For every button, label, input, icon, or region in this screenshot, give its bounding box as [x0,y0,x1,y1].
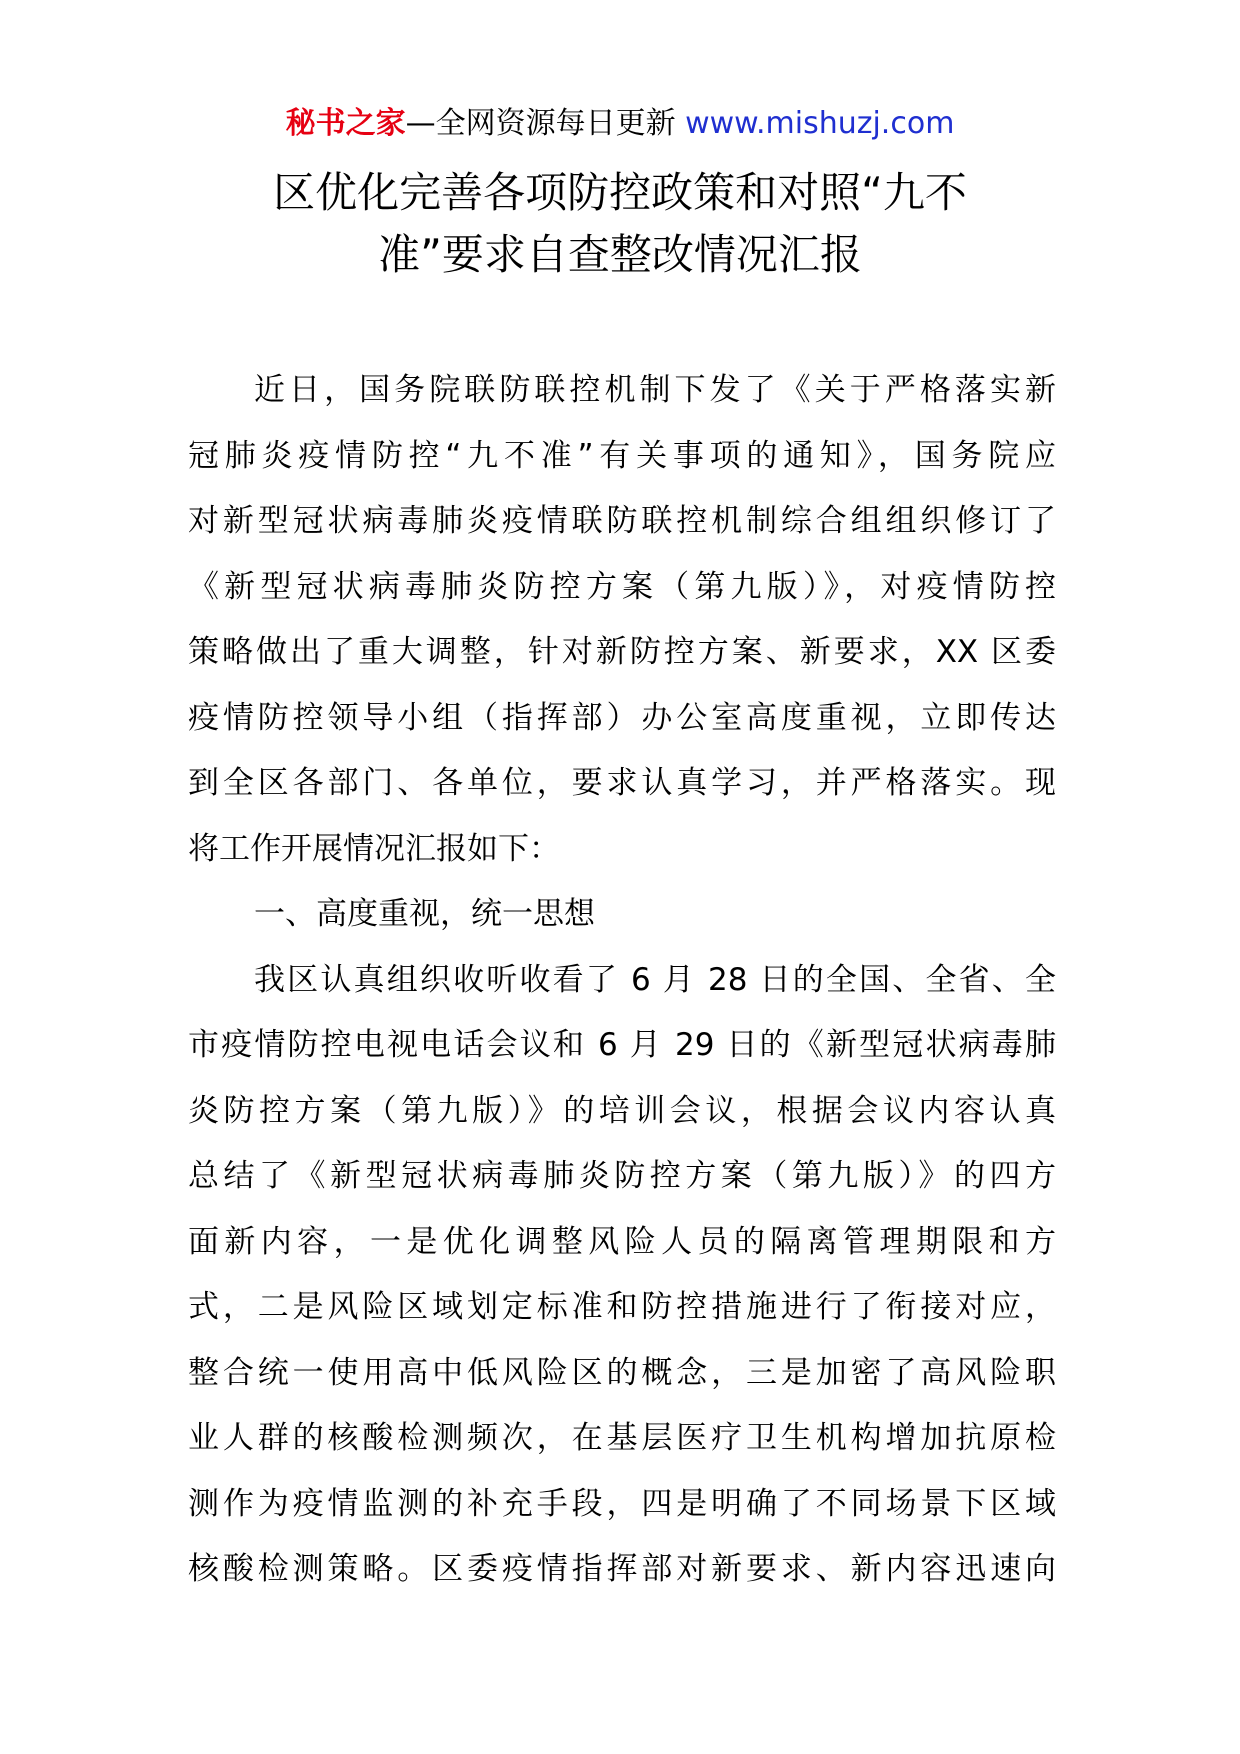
document-title-line-1: 区优化完善各项防控政策和对照“九不 [273,168,967,217]
section-heading: 一、高度重视，统一思想 [254,896,595,932]
paragraph-2-line: 整合统一使用高中低风险区的概念，三是加密了高风险职 [188,1354,1056,1391]
document-title [170,162,1070,286]
paragraph-2-line: 我区认真组织收听收看了 6 月 28 日的全国、全省、全 [254,961,1056,998]
header-tagline: —全网资源每日更新 [405,106,676,141]
header-brand: 秘书之家 [285,106,406,141]
paragraph-2-line: 炎防控方案（第九版）》的培训会议，根据会议内容认真 [188,1092,1056,1129]
site-header [0,104,1240,144]
paragraph-1-line: 对新型冠状病毒肺炎疫情联防联控机制综合组组织修订了 [188,503,1056,539]
paragraph-1-line: 《新型冠状病毒肺炎防控方案（第九版）》，对疫情防控 [188,568,1056,605]
paragraph-1-line: 到全区各部门、各单位，要求认真学习，并严格落实。现 [188,765,1056,801]
paragraph-2-line: 核酸检测策略。区委疫情指挥部对新要求、新内容迅速向 [188,1551,1056,1587]
paragraph-1-line: 策略做出了重大调整，针对新防控方案、新要求，XX 区委 [188,634,1056,670]
paragraph-2-line: 测作为疫情监测的补充手段，四是明确了不同场景下区域 [188,1485,1056,1522]
paragraph-2-line: 式，二是风险区域划定标准和防控措施进行了衔接对应， [188,1289,1056,1325]
paragraph-1-line: 疫情防控领导小组（指挥部）办公室高度重视，立即传达 [188,699,1056,736]
paragraph-2-line: 业人群的核酸检测频次，在基层医疗卫生机构增加抗原检 [188,1420,1056,1456]
document-title-line-2: 准”要求自查整改情况汇报 [378,230,862,279]
paragraph-1-line: 近日，国务院联防联控机制下发了《关于严格落实新 [254,372,1056,408]
paragraph-2-line: 面新内容，一是优化调整风险人员的隔离管理期限和方 [188,1223,1056,1260]
header-site-url: www.mishuzj.com [675,106,955,141]
paragraph-2-line: 总结了《新型冠状病毒肺炎防控方案（第九版）》的四方 [188,1158,1056,1194]
paragraph-1-line: 将工作开展情况汇报如下： [188,830,560,867]
paragraph-2-line: 市疫情防控电视电话会议和 6 月 29 日的《新型冠状病毒肺 [188,1027,1056,1063]
paragraph-1-line: 冠肺炎疫情防控“九不准”有关事项的通知》，国务院应 [188,437,1056,474]
document-body [188,358,1056,1603]
